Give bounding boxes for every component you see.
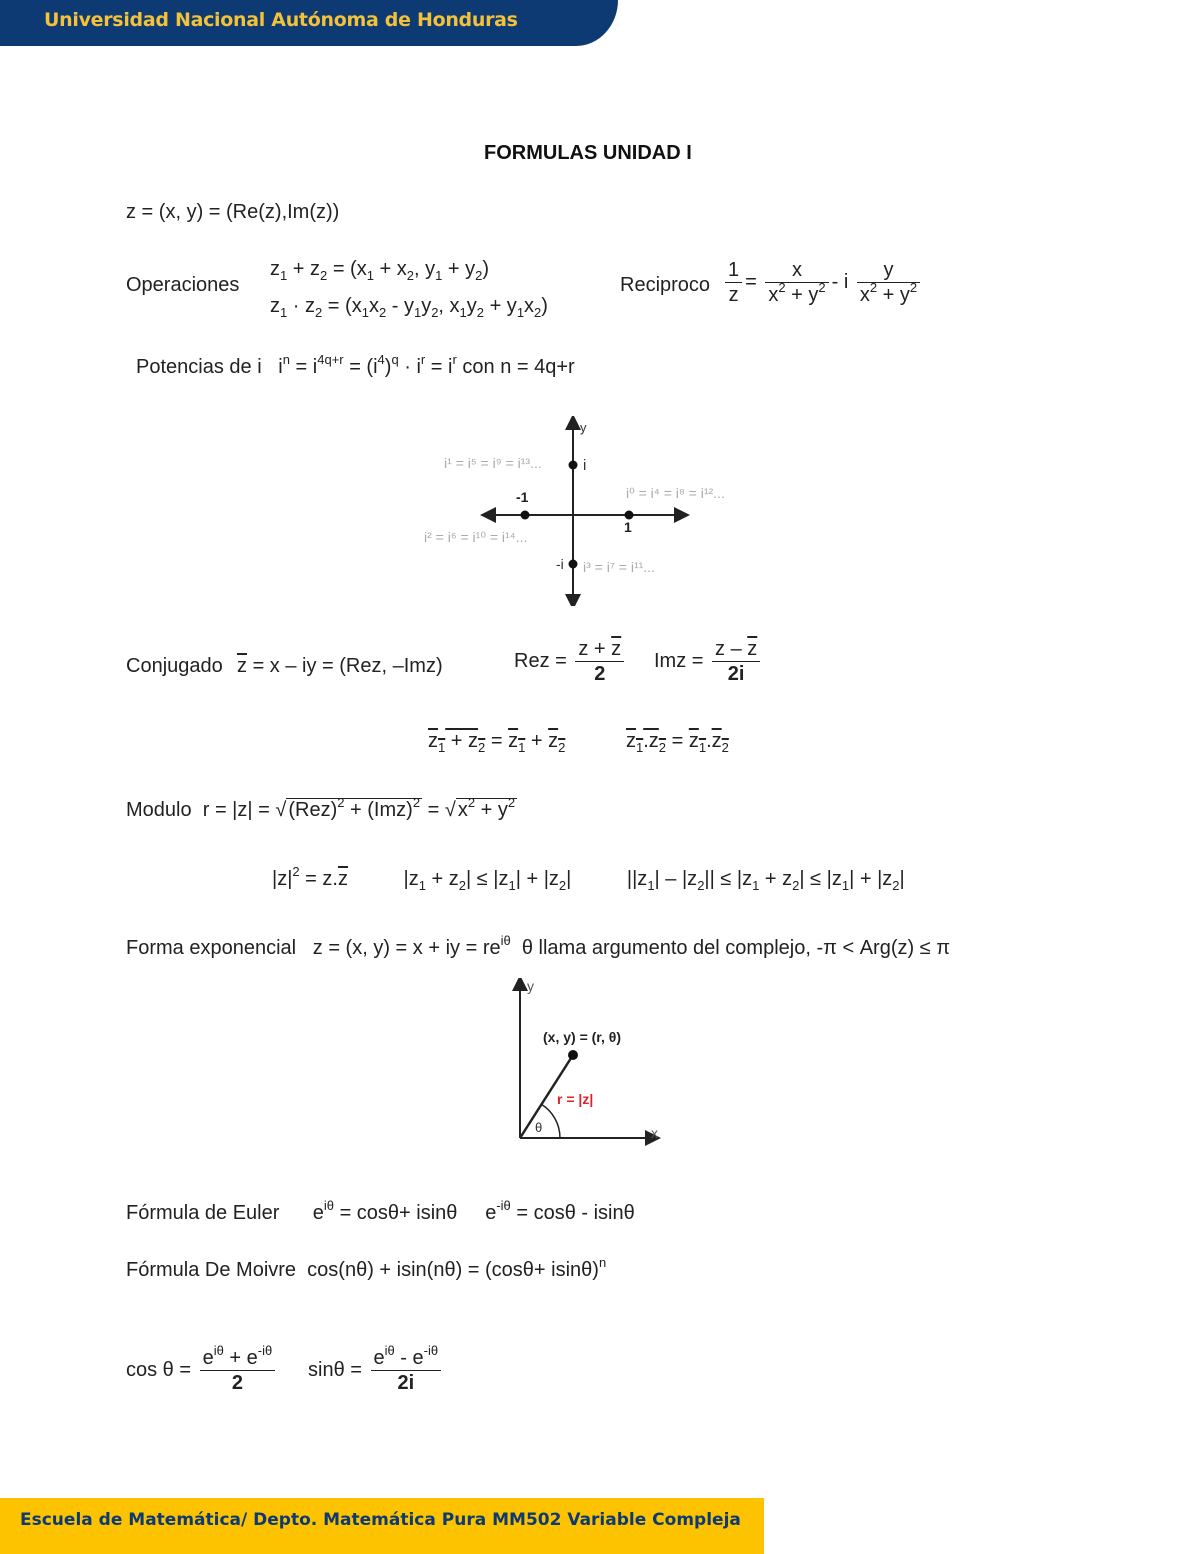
series-top: i¹ = i⁵ = i⁹ = i¹³... <box>444 455 542 471</box>
label-neg1: -1 <box>516 489 529 505</box>
series-bottom: i³ = i⁷ = i¹¹... <box>583 559 655 575</box>
cos-denominator: 2 <box>231 1372 243 1394</box>
reciprocal-label: Reciproco <box>620 274 711 296</box>
euler-minus: = cosθ - isinθ <box>516 1202 635 1224</box>
rez-label: Rez = <box>514 649 567 672</box>
conjugate-formula-text: = x – iy = (Rez, –Imz) <box>252 655 443 677</box>
series-left: i² = i⁶ = i¹⁰ = i¹⁴... <box>424 529 528 545</box>
page-title: FORMULAS UNIDAD I <box>484 142 692 164</box>
sum-formula: $z_1 + z_2 = (x_1 + x_2$, $y_1 + y_2$) <box>270 258 490 283</box>
definition-formula: z = (x, y) = (Re(z),Im(z)) <box>126 201 340 223</box>
modulus-label: Modulo <box>126 799 192 821</box>
footer-bar <box>0 1498 764 1554</box>
euler-plus: = cosθ+ isinθ <box>339 1202 458 1224</box>
polar-point <box>568 1050 578 1060</box>
rez-denominator: 2 <box>594 663 606 685</box>
sin-label: sinθ = <box>308 1358 362 1381</box>
exponential-formula: z = (x, y) = x + iy = re <box>312 937 501 959</box>
conjugate-formula: $\overline{z} = x$ – iy = (Rez, –Imz) <box>237 655 443 677</box>
series-right: i⁰ = i⁴ = i⁸ = i¹²... <box>626 485 725 501</box>
institution-name: Universidad Nacional Autónoma de Honduras <box>44 9 518 31</box>
cos-label: cos θ = <box>126 1358 192 1381</box>
polar-label-x: x <box>651 1125 658 1141</box>
polar-point-label: (x, y) = (r, θ) <box>543 1029 621 1045</box>
modulus-properties: $|z|^2 = z.\overline{z}$ $|z_1 + z_2| \le |z_1| + |z_2|$ $||z_1| - |z_2|| \le |z_1 + z_2| \le |z_1| + |z_2|$ <box>272 864 905 893</box>
exponential-label: Forma exponencial <box>126 937 297 959</box>
label-i: i <box>583 457 587 474</box>
rez-formula: Rez = $\frac{z + \overline{z}}{2}$ <box>514 637 627 686</box>
point-negi <box>569 560 578 569</box>
operations-label: Operaciones <box>126 274 240 296</box>
angle-arc <box>541 1104 560 1138</box>
polar-diagram <box>505 978 675 1148</box>
sin-denominator: 2i <box>397 1372 415 1394</box>
footer-text: Escuela de Matemática/ Depto. Matemática Pura MM502 Variable Compleja <box>20 1510 741 1530</box>
conjugate-label: Conjugado <box>126 655 223 677</box>
reciprocal-formula: $\frac{1}{z}$ = $\frac{x}{x^2 + y^2}$ - i $\frac{y}{x^2 + y^2}$ <box>722 258 923 307</box>
product-formula: $z_1 \cdot z_2 = (x_1x_2 - y_1y_2$, $x_1y_2 + y_1x_2$) <box>270 295 548 320</box>
point-neg1 <box>521 511 530 520</box>
moivre-label: Fórmula De Moivre <box>126 1259 297 1281</box>
header-bar <box>0 0 618 46</box>
modulus-formula: Modulo r = |z| = √ (Rez)$^2$ + (Imz)$^2$ = √ $x^2 + y^2$ <box>126 795 516 821</box>
moivre-formula: Fórmula De Moivre $\cos(n\theta) + isin(n\theta) = (\cos\theta+ isin\theta)^n$ <box>126 1255 607 1281</box>
label-y: y <box>580 420 587 435</box>
powers-label: Potencias de i <box>136 356 262 378</box>
label-1: 1 <box>624 519 632 535</box>
euler-label: Fórmula de Euler <box>126 1202 280 1224</box>
exponential-note: θ llama argumento del complejo, -π < Arg(z) ≤ π <box>521 937 951 959</box>
cos-formula: cos θ = $\frac{e^{i\theta} + e^{-i\theta}}{2}$ <box>126 1346 278 1395</box>
theta-label: θ <box>535 1120 543 1135</box>
point-i <box>569 461 578 470</box>
exponential-form: Forma exponencial z = (x, y) = x + iy = $re^{i\theta}$ θ llama argumento del complejo, -π < Arg(z) ≤ π <box>126 933 951 959</box>
powers-of-i-diagram <box>420 416 760 606</box>
label-negi: -i <box>556 556 564 572</box>
powers-con: con n = 4q+r <box>462 356 575 378</box>
polar-label-y: y <box>527 978 534 994</box>
imz-label: Imz = <box>654 649 704 672</box>
imz-denominator: 2i <box>727 663 745 685</box>
conjugate-product-property: $z_1.z_2 = z_1.z_2$ <box>626 730 729 755</box>
r-label: r = |z| <box>557 1091 594 1107</box>
powers-formula: Potencias de i $i^n = i^{4q+r} = (i^4)^q \cdot i^r = i^r$ con n = 4q+r <box>136 352 575 378</box>
sin-formula: sinθ = $\frac{e^{i\theta} - e^{-i\theta}}{2i}$ <box>308 1346 444 1395</box>
moivre-text: cos(nθ) + isin(nθ) = (cosθ+ isinθ) <box>307 1259 599 1281</box>
imz-formula: Imz = $\frac{z - \overline{z}}{2i}$ <box>654 637 763 686</box>
euler-formula: Fórmula de Euler $e^{i\theta} = \cos\theta+ isin\theta$ $e^{-i\theta} = \cos\theta - isin\theta$ <box>126 1198 635 1224</box>
conjugate-sum-property: $z_1 + z_2 = z_1 + z_2$ <box>428 730 566 755</box>
